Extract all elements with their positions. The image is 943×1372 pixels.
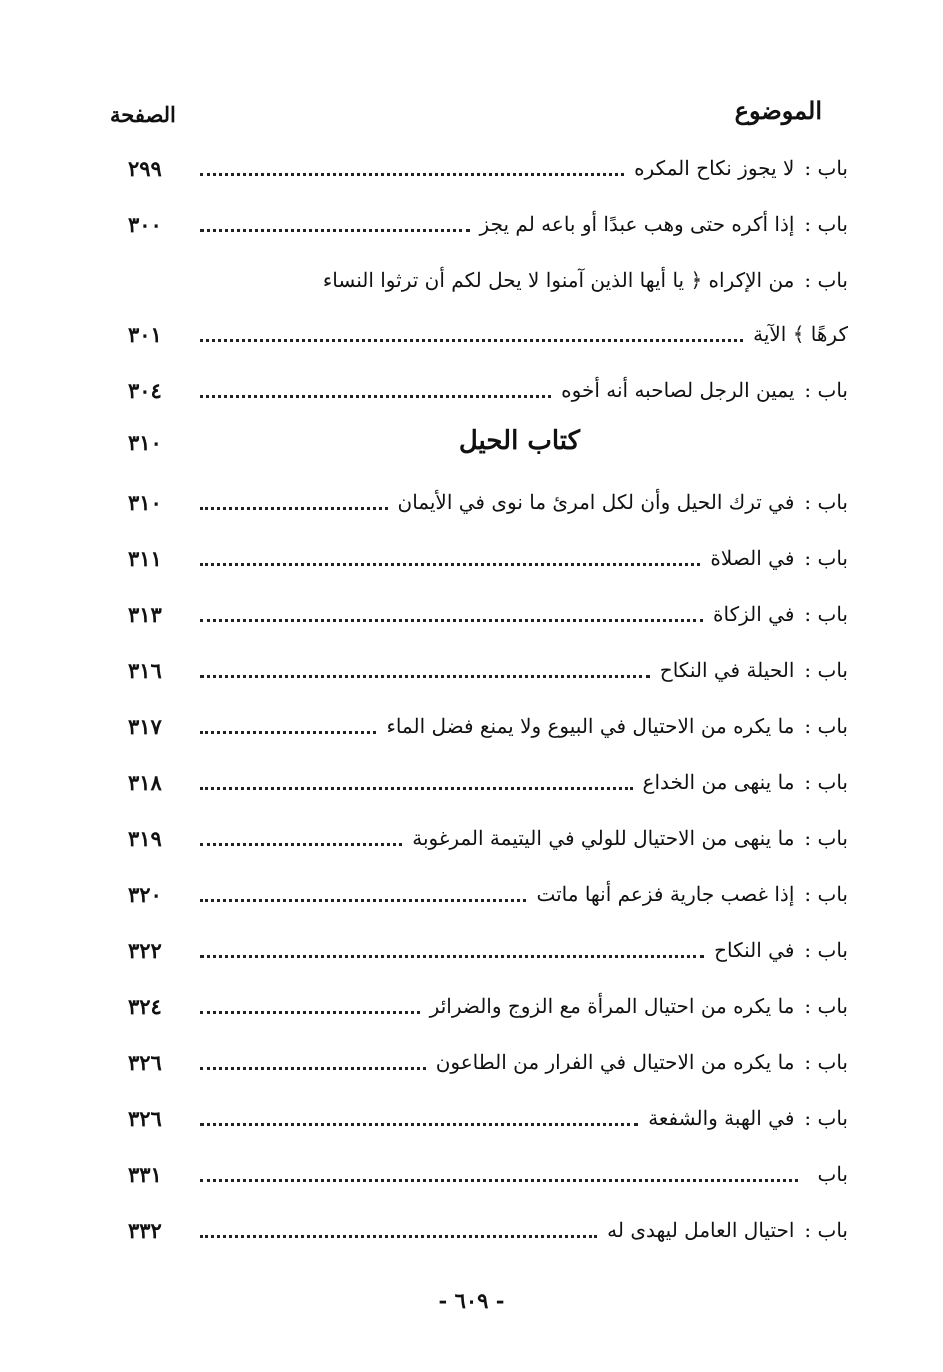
entry-title: إذا غصب جارية فزعم أنها ماتت: [536, 882, 795, 906]
entry-title: في الصلاة: [710, 546, 795, 570]
page-column-label: الصفحة: [110, 102, 176, 127]
entry-title: في النكاح: [714, 938, 795, 962]
entry-page-number: ٣١٩: [128, 825, 162, 851]
entry-prefix: باب :: [804, 1218, 848, 1242]
entry-title: في الهبة والشفعة: [648, 1106, 795, 1130]
section-heading: [128, 426, 848, 482]
entry-title: يمين الرجل لصاحبه أنه أخوه: [561, 378, 795, 402]
leader-dots: [200, 1103, 638, 1126]
entry-page-number: ٣٠٠: [128, 211, 162, 237]
entry-prefix: باب :: [804, 490, 848, 514]
index-entry: [128, 650, 848, 706]
entry-page-number: ٣٢٠: [128, 881, 162, 907]
leader-dots: [200, 823, 402, 846]
entry-title: الحيلة في النكاح: [659, 658, 795, 682]
leader-dots: [200, 1047, 426, 1070]
index-entry: [128, 930, 848, 986]
entry-title: ما يكره من احتيال المرأة مع الزوج والضرائر: [429, 994, 795, 1018]
topic-column-label: الموضوع: [734, 96, 822, 125]
entry-page-number: ٣٠٤: [128, 377, 162, 403]
entry-title: في الزكاة: [713, 602, 795, 626]
entry-prefix: باب :: [804, 938, 848, 962]
entry-page-number: ٣٢٢: [128, 937, 162, 963]
entry-page-number: ٣٠١: [128, 321, 162, 347]
entry-prefix: باب :: [804, 212, 848, 236]
entry-page-number: ٣٢٦: [128, 1049, 162, 1075]
entry-title-continued: كرهًا ﴾ الآية: [753, 322, 848, 346]
entry-page-number: ٣٣١: [128, 1161, 162, 1187]
index-entry: [128, 260, 848, 370]
leader-dots: [200, 767, 633, 790]
leader-dots: [200, 375, 551, 398]
leader-dots: [200, 487, 388, 510]
index-header: [110, 96, 822, 136]
entry-title: احتيال العامل ليهدى له: [607, 1218, 795, 1242]
entry-title: ما يكره من الاحتيال في الفرار من الطاعون: [435, 1050, 795, 1074]
leader-dots: [200, 543, 700, 566]
entry-prefix: باب :: [804, 602, 848, 626]
entry-page-number: ٣١٧: [128, 713, 162, 739]
index-entry: [128, 874, 848, 930]
entry-prefix: باب :: [804, 1106, 848, 1130]
entry-prefix: باب :: [804, 714, 848, 738]
entry-prefix: باب :: [804, 378, 848, 402]
index-entry: [128, 1098, 848, 1154]
entry-title: ما ينهى من الخداع: [642, 770, 795, 794]
entry-prefix: باب :: [804, 770, 848, 794]
leader-dots: [200, 599, 703, 622]
entry-page-number: ٣١٠: [128, 489, 162, 515]
entry-page-number: ٣٢٦: [128, 1105, 162, 1131]
entry-title: لا يجوز نكاح المكره: [634, 156, 795, 180]
index-entry: [128, 538, 848, 594]
entry-title: إذا أكره حتى وهب عبدًا أو باعه لم يجز: [479, 212, 795, 236]
leader-dots: [200, 711, 376, 734]
leader-dots: [200, 935, 704, 958]
entry-prefix: باب :: [804, 546, 848, 570]
index-entry: [128, 594, 848, 650]
entry-prefix: باب :: [804, 268, 848, 292]
index-entry: [128, 706, 848, 762]
section-page-number: ٣١٠: [128, 430, 162, 455]
entry-page-number: ٣١١: [128, 545, 162, 571]
section-title: كتاب الحيل: [458, 426, 580, 456]
index-entry: [128, 762, 848, 818]
entry-page-number: ٣١٨: [128, 769, 162, 795]
entry-page-number: ٣٣٢: [128, 1217, 162, 1243]
index-entry: [128, 1210, 848, 1266]
entry-prefix: باب :: [804, 882, 848, 906]
entry-page-number: ٣٢٤: [128, 993, 162, 1019]
leader-dots: [200, 153, 624, 176]
leader-dots: [200, 991, 420, 1014]
entry-title: ما يكره من الاحتيال في البيوع ولا يمنع فضل الماء: [386, 714, 795, 738]
index-entry: [128, 482, 848, 538]
page-footer-number: - ٦٠٩ -: [438, 1288, 505, 1313]
leader-dots: [200, 319, 743, 342]
index-entry: [128, 1042, 848, 1098]
entry-prefix: باب :: [804, 658, 848, 682]
leader-dots: [200, 1159, 798, 1182]
entry-prefix: باب: [817, 1162, 848, 1186]
entry-page-number: ٢٩٩: [128, 155, 162, 181]
entry-title: من الإكراه ﴿ يا أيها الذين آمنوا لا يحل لكم أن ترثوا النساء: [322, 268, 795, 292]
index-entry: [128, 148, 848, 204]
index-entry: [128, 370, 848, 426]
leader-dots: [200, 209, 470, 232]
entry-prefix: باب :: [804, 994, 848, 1018]
leader-dots: [200, 1215, 597, 1238]
entry-prefix: باب :: [804, 1050, 848, 1074]
index-entry: [128, 1154, 848, 1210]
leader-dots: [200, 655, 650, 678]
entry-page-number: ٣١٦: [128, 657, 162, 683]
entry-prefix: باب :: [804, 156, 848, 180]
index-entry: [128, 204, 848, 260]
entry-title: ما ينهى من الاحتيال للولي في اليتيمة المرغوبة: [412, 826, 795, 850]
entry-page-number: ٣١٣: [128, 601, 162, 627]
section-entries: [128, 482, 848, 1266]
index-entry: [128, 818, 848, 874]
entry-prefix: باب :: [804, 826, 848, 850]
entry-title: في ترك الحيل وأن لكل امرئ ما نوى في الأيمان: [397, 490, 795, 514]
index-entries: [128, 148, 848, 1266]
index-entry: [128, 986, 848, 1042]
leader-dots: [200, 879, 526, 902]
